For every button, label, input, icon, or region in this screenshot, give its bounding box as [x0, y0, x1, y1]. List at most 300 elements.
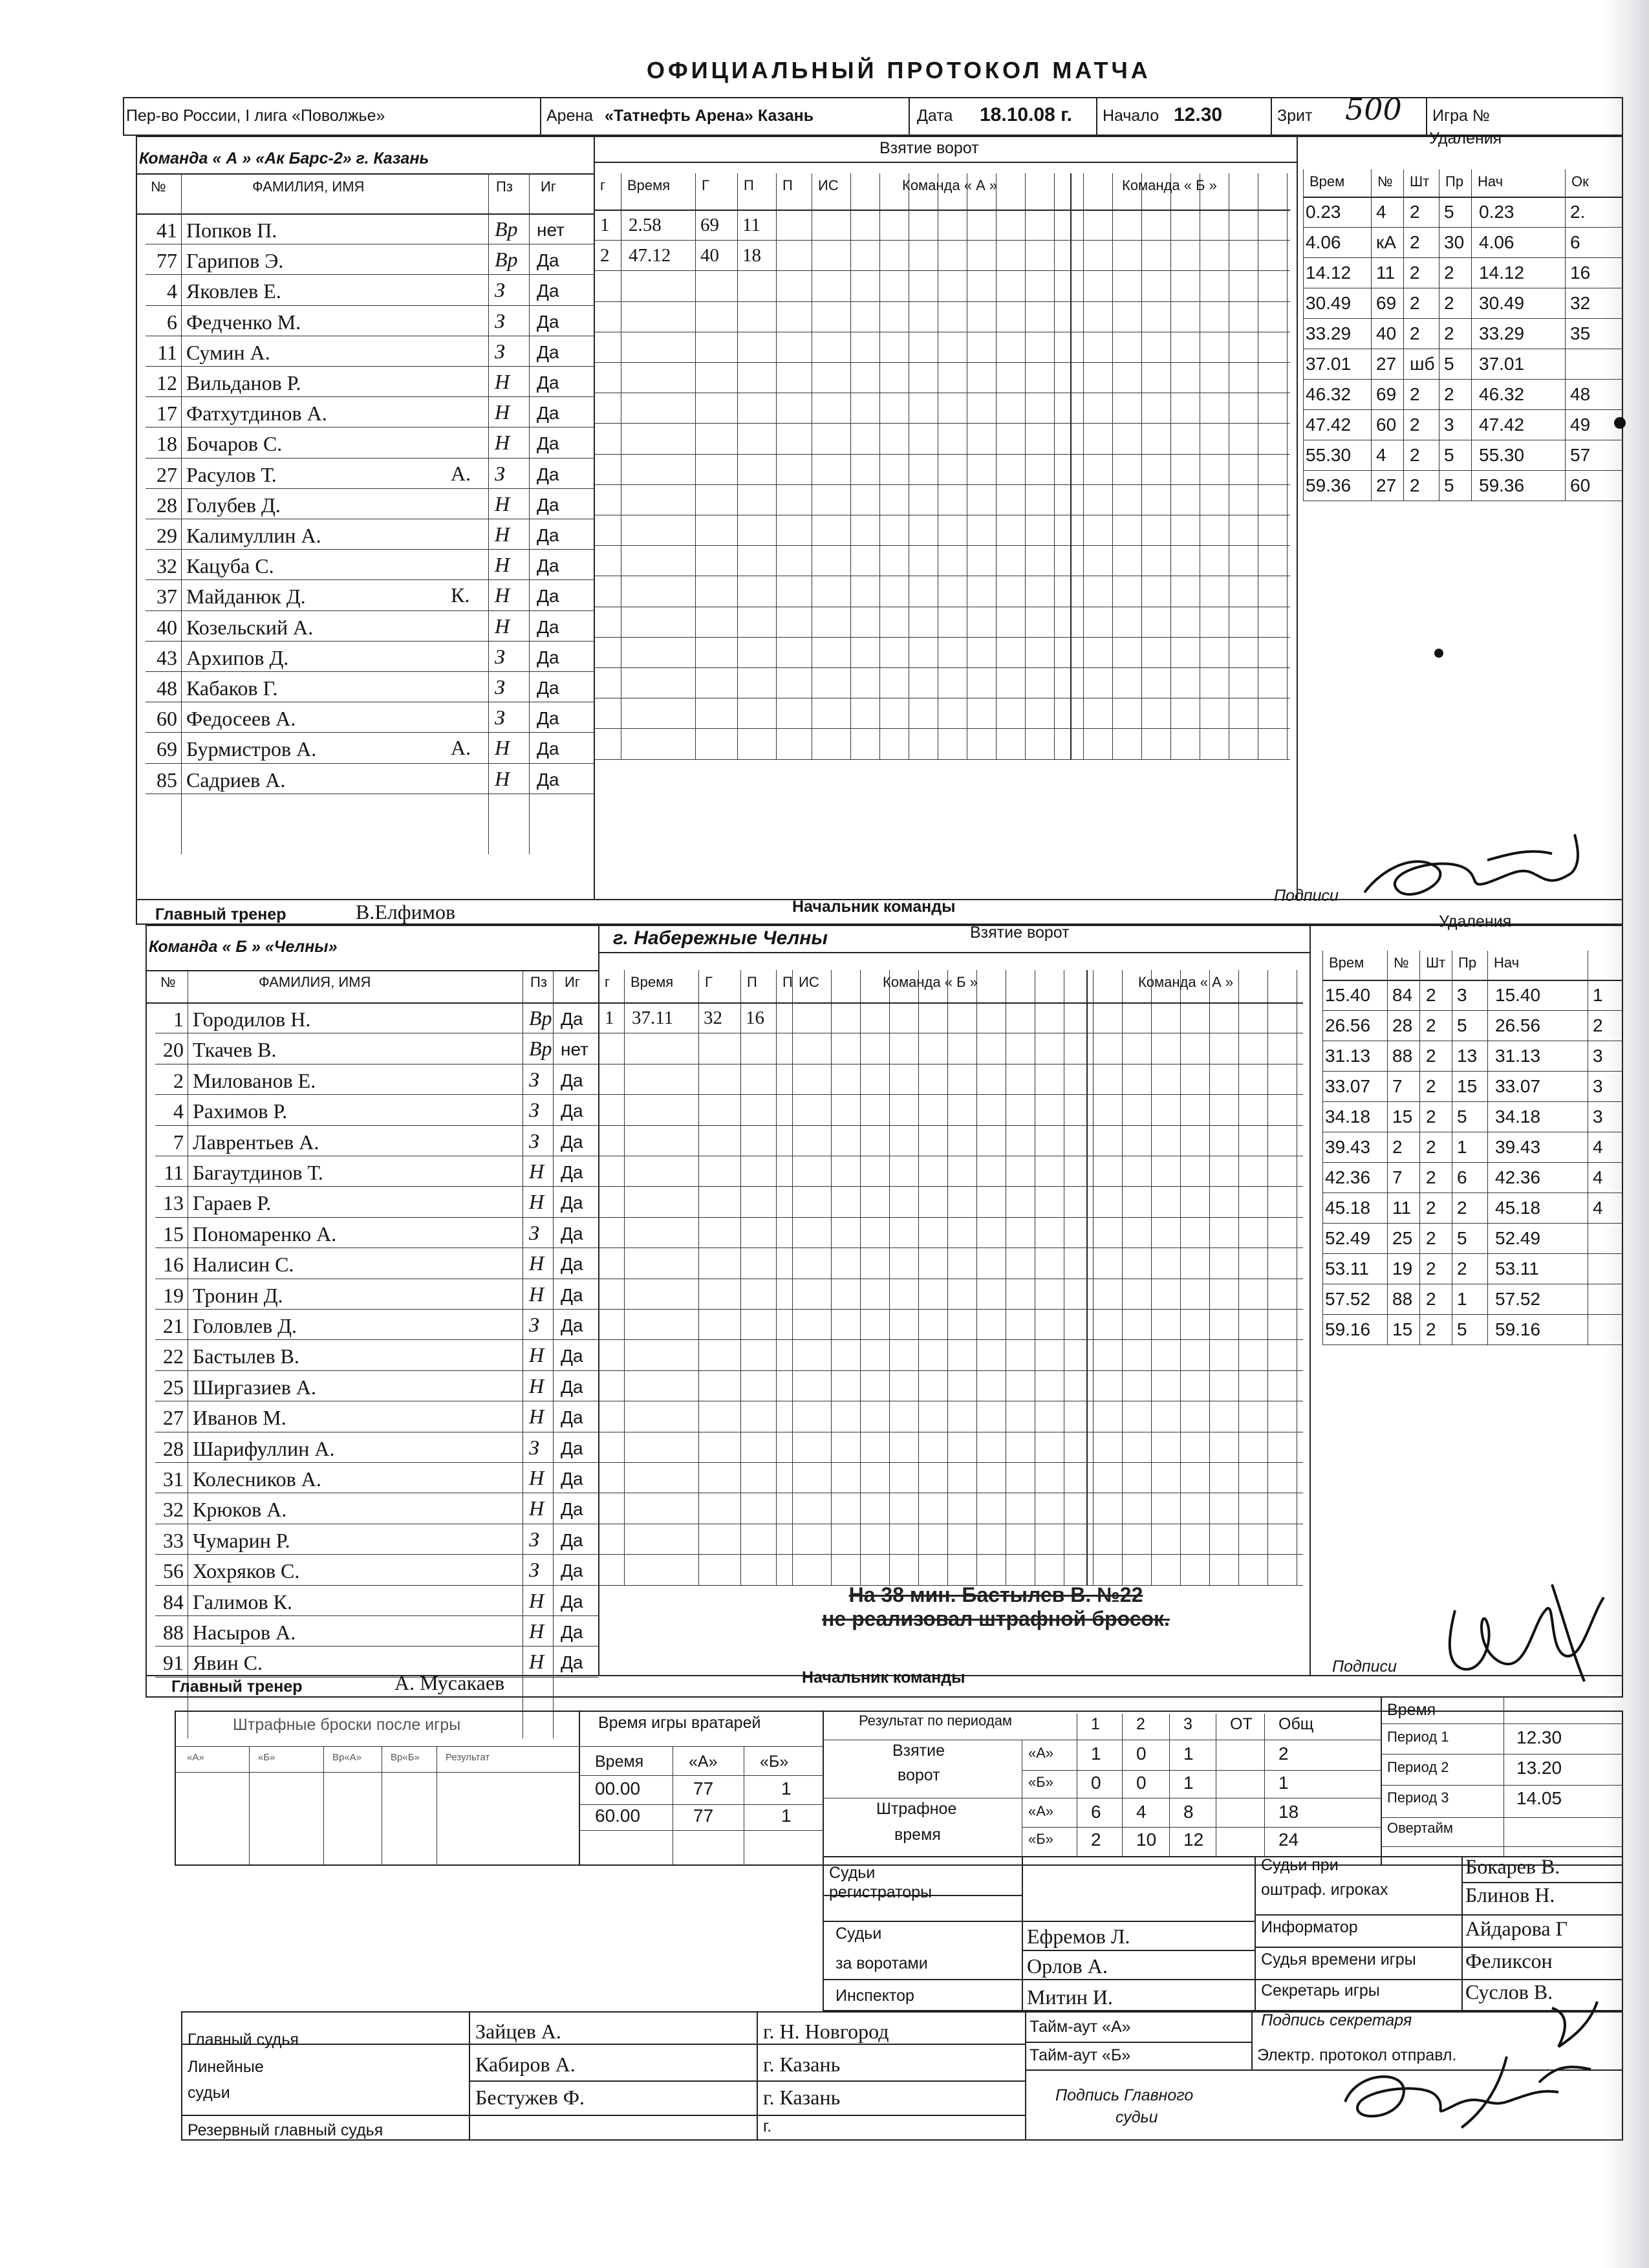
rule: [1381, 1846, 1623, 1847]
goal-scorer: 40: [700, 245, 719, 266]
rule: [155, 1370, 598, 1371]
penalty-player: 19: [1392, 1258, 1413, 1279]
player-played: нет: [561, 1039, 588, 1060]
penalty-time-label: Штрафное: [876, 1800, 957, 1818]
penalty-col-reason: Пр: [1445, 173, 1464, 189]
rule: [1287, 173, 1288, 759]
penalty-time: 34.18: [1325, 1107, 1371, 1127]
player-name: Пономаренко А.: [193, 1222, 337, 1246]
game-number-label: Игра №: [1432, 107, 1490, 125]
goal-col-number: г: [600, 177, 606, 193]
rule: [1381, 1785, 1623, 1786]
penalty-end: 4: [1593, 1137, 1603, 1157]
player-played: Да: [537, 647, 559, 667]
goalie-a: 77: [693, 1778, 714, 1798]
rule: [155, 1094, 598, 1095]
player-played: Да: [561, 1193, 583, 1213]
player-name: Тронин Д.: [193, 1283, 283, 1307]
penalty-reason: 5: [1444, 202, 1454, 222]
player-position: Н: [529, 1496, 544, 1520]
player-name: Насыров А.: [193, 1621, 296, 1644]
timekeeper-label: Судья времени игры: [1261, 1950, 1416, 1969]
player-number: 88: [163, 1621, 184, 1644]
rule: [579, 1746, 823, 1747]
team-a-goals-title: Взятие ворот: [879, 139, 979, 157]
player-name: Рахимов Р.: [193, 1099, 288, 1123]
rule: [598, 1309, 1303, 1310]
document-title: ОФИЦИАЛЬНЫЙ ПРОТОКОЛ МАТЧА: [647, 57, 1151, 83]
penalty-reason: 13: [1457, 1046, 1478, 1066]
rule: [594, 454, 1290, 455]
player-position: Н: [529, 1190, 544, 1214]
rule: [1322, 1253, 1623, 1254]
penalty-player: 25: [1392, 1228, 1413, 1248]
period-value: 1: [1183, 1744, 1194, 1764]
rule: [594, 240, 1290, 241]
player-position: Н: [529, 1619, 544, 1643]
rule: [1170, 173, 1171, 759]
rule: [146, 763, 594, 764]
rule: [175, 1746, 579, 1747]
goals-team-column-second: Команда « А »: [1138, 974, 1234, 990]
player-number: 21: [163, 1314, 184, 1337]
player-played: Да: [537, 769, 559, 790]
informer: Айдарова Г: [1465, 1917, 1568, 1940]
goal-time: 37.11: [632, 1008, 674, 1028]
player-position: Н: [495, 523, 510, 546]
rule: [594, 759, 1290, 760]
player-name: Федосеев А.: [186, 707, 296, 731]
rule: [737, 173, 738, 759]
penalty-time: 0.23: [1306, 202, 1341, 222]
player-number: 6: [167, 310, 177, 334]
player-position: Н: [495, 400, 510, 424]
player-role: К.: [451, 583, 470, 607]
shootout-title: Штрафные броски после игры: [233, 1716, 461, 1734]
rule: [1322, 1010, 1623, 1011]
goal-col-scorer: Г: [702, 177, 709, 193]
player-position: Н: [495, 491, 510, 515]
player-played: Да: [561, 1529, 583, 1550]
player-number: 56: [163, 1559, 184, 1583]
penalty-start: 42.36: [1495, 1167, 1541, 1187]
penalty-time: 59.36: [1306, 475, 1352, 495]
penalty-player: 27: [1376, 475, 1397, 495]
penalty-box-label-2: оштраф. игроках: [1261, 1881, 1388, 1899]
player-played: Да: [561, 1070, 583, 1090]
penalty-shot-note-line-1: На 38 мин. Бастылев В. №22: [848, 1583, 1143, 1606]
player-played: Да: [537, 464, 559, 484]
roster-col-position: Пз: [530, 974, 547, 990]
penalty-end: 35: [1570, 323, 1591, 343]
rule: [598, 1094, 1303, 1095]
player-position: Вр: [495, 217, 518, 241]
player-played: Да: [561, 1346, 583, 1366]
player-number: 33: [163, 1528, 184, 1552]
period-label: Период 1: [1387, 1729, 1449, 1745]
rule: [146, 458, 594, 459]
timeout-b: Тайм-аут «Б»: [1029, 2046, 1131, 2064]
penalty-start: 31.13: [1495, 1046, 1541, 1066]
goal-judge-1: Ефремов Л.: [1027, 1925, 1130, 1948]
penalty-box-label-1: Судьи при: [1261, 1856, 1339, 1874]
period-time: 13.20: [1516, 1758, 1562, 1778]
rule: [1054, 173, 1055, 759]
penalty-end: 1: [1593, 985, 1603, 1005]
rule: [1083, 173, 1084, 759]
player-played: Да: [537, 281, 559, 301]
player-number: 20: [163, 1038, 184, 1062]
penalty-start: 4.06: [1479, 232, 1514, 252]
rule: [1322, 1071, 1623, 1072]
rule: [1381, 1817, 1623, 1818]
penalty-col-number: №: [1377, 173, 1393, 189]
rule: [155, 1309, 598, 1310]
rule: [146, 610, 594, 611]
rule: [553, 970, 554, 1738]
penalty-player: 15: [1392, 1107, 1413, 1127]
player-name: Кабаков Г.: [186, 676, 278, 700]
penalty-player: 15: [1392, 1319, 1413, 1339]
penalty-reason: 5: [1444, 354, 1454, 374]
penalty-minutes: 2: [1426, 1046, 1436, 1066]
roster-col-number: №: [151, 178, 166, 195]
player-number: 7: [173, 1130, 184, 1154]
rule: [436, 1746, 437, 1866]
player-name: Шарифуллин А.: [193, 1436, 335, 1460]
player-played: Да: [537, 739, 559, 759]
player-name: Майданюк Д.: [186, 585, 306, 609]
penalty-reason: 2: [1444, 263, 1454, 283]
player-position: Вр: [529, 1037, 552, 1061]
penalty-end: 4: [1593, 1198, 1603, 1218]
player-number: 17: [156, 402, 177, 426]
penalty-col-number: №: [1394, 955, 1409, 971]
spectators: 500: [1345, 92, 1402, 127]
penalty-time: 59.16: [1325, 1319, 1371, 1339]
rule: [1264, 1714, 1265, 1856]
penalty-time: 14.12: [1306, 263, 1352, 283]
penalty-time: 45.18: [1325, 1198, 1371, 1218]
player-played: Да: [561, 1499, 583, 1520]
rule: [598, 1125, 1303, 1126]
penalty-minutes: 2: [1426, 1258, 1436, 1279]
penalty-minutes: 2: [1426, 1137, 1436, 1157]
referee-city: г. Н. Новгород: [763, 2020, 889, 2043]
player-name: Иванов М.: [193, 1406, 286, 1430]
player-number: 19: [163, 1283, 184, 1307]
rule: [598, 1217, 1303, 1218]
registrars-label-1: Судьи: [829, 1864, 876, 1882]
rule: [155, 1554, 598, 1555]
rule: [155, 1339, 598, 1340]
player-position: Н: [495, 583, 510, 607]
penalty-end: 6: [1570, 232, 1580, 252]
player-played: Да: [537, 525, 559, 545]
penalty-minutes: 2: [1426, 1198, 1436, 1218]
date: 18.10.08 г.: [980, 104, 1072, 125]
player-position: Н: [529, 1466, 544, 1489]
rule: [1471, 169, 1472, 501]
team-b-city: г. Набережные Челны: [613, 927, 828, 949]
penalty-col-start: Нач: [1478, 173, 1503, 189]
player-name: Багаутдинов Т.: [193, 1161, 323, 1184]
player-name: Бастылев В.: [193, 1345, 299, 1368]
team-a-signature-label: Подписи: [1274, 887, 1339, 905]
penalty-col-start: Нач: [1494, 955, 1520, 971]
rule: [155, 1186, 598, 1187]
rule: [146, 366, 594, 367]
player-name: Ткачев В.: [193, 1038, 277, 1062]
penalty-minutes: 2: [1410, 323, 1420, 343]
penalty-start: 34.18: [1495, 1107, 1541, 1127]
penalty-end: 3: [1593, 1046, 1603, 1066]
rule: [695, 173, 696, 759]
player-name: Бурмистров А.: [186, 737, 317, 761]
penalty-minutes: 2: [1410, 202, 1420, 222]
penalty-start: 39.43: [1495, 1137, 1541, 1157]
player-played: Да: [561, 1591, 583, 1612]
team-b-title: Команда « Б » «Челны»: [149, 938, 338, 956]
player-name: Расулов Т.: [186, 462, 277, 486]
player-position: Н: [529, 1251, 544, 1275]
roster-col-name: ФАМИЛИЯ, ИМЯ: [259, 974, 371, 990]
player-played: Да: [561, 1131, 583, 1152]
team-b-signature: [1436, 1571, 1630, 1688]
goalie-b: 1: [781, 1806, 792, 1826]
goals-team-column-first: Команда « Б »: [883, 974, 978, 990]
penalty-player: 7: [1392, 1167, 1403, 1187]
goalie-col: Время: [595, 1753, 644, 1771]
player-played: Да: [561, 1652, 583, 1673]
rule: [579, 1775, 823, 1776]
rule: [155, 1125, 598, 1126]
rule: [594, 362, 1290, 363]
player-position: Н: [495, 553, 510, 577]
penalty-reason: 2: [1444, 293, 1454, 313]
rule: [1303, 379, 1623, 380]
player-position: Н: [495, 766, 510, 790]
goalie-time: 00.00: [595, 1778, 641, 1798]
player-position: Вр: [529, 1006, 552, 1030]
player-played: Да: [537, 586, 559, 607]
goals-label: Взятие: [892, 1742, 945, 1760]
rule: [594, 301, 1290, 302]
player-played: Да: [537, 708, 559, 729]
secretary: Суслов В.: [1465, 1980, 1553, 2003]
penalty-player: 4: [1376, 445, 1386, 465]
player-name: Головлев Д.: [193, 1314, 297, 1337]
penalty-time: 26.56: [1325, 1015, 1371, 1035]
player-number: 32: [163, 1498, 184, 1522]
penalty-minutes: 2: [1426, 1076, 1436, 1096]
period-result-title: Результат по периодам: [859, 1712, 1013, 1729]
rule: [598, 1186, 1303, 1187]
goal-col-number: г: [605, 974, 610, 990]
rule: [1322, 1101, 1623, 1102]
player-name: Крюков А.: [193, 1498, 287, 1522]
rule: [1070, 173, 1072, 759]
rule: [155, 1462, 598, 1463]
team-b-goals-title: Взятие ворот: [970, 923, 1070, 942]
player-number: 84: [163, 1590, 184, 1614]
goalie-time: 60.00: [595, 1806, 641, 1826]
goal-col-time: Время: [630, 974, 674, 990]
rule: [579, 1830, 823, 1831]
arena-label: Арена: [546, 107, 594, 125]
linesman-2: Бестужев Ф.: [475, 2086, 585, 2109]
penalty-minutes: 2: [1410, 293, 1420, 313]
goal-col-assist-1: П: [744, 177, 754, 193]
period-value: 1: [1183, 1773, 1194, 1793]
player-name: Колесников А.: [193, 1467, 321, 1491]
player-number: 69: [156, 737, 177, 761]
period-col: Общ: [1278, 1715, 1314, 1733]
rule: [1303, 227, 1623, 228]
penalty-player: 11: [1392, 1198, 1412, 1218]
penalty-minutes: 2: [1410, 232, 1420, 252]
period-value: 0: [1136, 1744, 1147, 1764]
penalty-reason: 2: [1444, 323, 1454, 343]
player-played: Да: [561, 1101, 583, 1121]
penalty-minutes: 2: [1410, 475, 1420, 495]
penalty-col-minutes: Шт: [1410, 173, 1430, 189]
team-tag: «Б»: [1028, 1831, 1053, 1847]
rule: [155, 1247, 598, 1248]
player-position: Н: [529, 1374, 544, 1398]
penalty-time: 55.30: [1306, 445, 1352, 465]
penalty-start: 30.49: [1479, 293, 1525, 313]
penalty-time: 39.43: [1325, 1137, 1371, 1157]
player-name: Вильданов Р.: [186, 371, 301, 394]
player-played: Да: [561, 1223, 583, 1244]
penalty-start: 15.40: [1495, 985, 1541, 1005]
player-played: Да: [537, 433, 559, 454]
player-number: 11: [157, 340, 177, 364]
period-col: 1: [1091, 1715, 1100, 1733]
player-number: 40: [156, 615, 177, 639]
player-position: З: [529, 1558, 539, 1582]
rule: [1303, 409, 1623, 410]
penalty-end: 3: [1593, 1076, 1603, 1096]
player-position: Н: [529, 1160, 544, 1183]
rule: [146, 396, 594, 397]
team-tag: «А»: [1028, 1803, 1054, 1819]
player-number: 77: [156, 249, 177, 273]
inspector-label: Инспектор: [835, 1987, 914, 2005]
rule: [598, 1247, 1303, 1248]
rule: [181, 175, 182, 854]
rule: [594, 545, 1290, 546]
ink-dot: [1434, 649, 1443, 658]
player-played: Да: [561, 1622, 583, 1642]
penalty-end: 60: [1570, 475, 1591, 495]
date-label: Дата: [917, 107, 953, 125]
rule: [146, 488, 594, 489]
penalty-player: 40: [1376, 323, 1397, 343]
player-played: Да: [537, 556, 559, 576]
penalty-time: 15.40: [1325, 985, 1371, 1005]
player-number: 48: [156, 676, 177, 700]
rule: [146, 1002, 598, 1004]
period-value: 12: [1183, 1830, 1204, 1850]
player-played: Да: [537, 373, 559, 393]
goalie-a: 77: [693, 1806, 714, 1826]
penalty-start: 59.16: [1495, 1319, 1541, 1339]
arena: «Татнефть Арена» Казань: [605, 107, 814, 125]
penalty-reason: 3: [1444, 415, 1454, 435]
rule: [249, 1746, 250, 1866]
penalty-end: 4: [1593, 1167, 1603, 1187]
player-played: Да: [537, 403, 559, 424]
player-number: 2: [173, 1068, 184, 1092]
player-name: Садриев А.: [186, 768, 286, 792]
penalty-time: 33.07: [1325, 1076, 1371, 1096]
player-number: 18: [156, 432, 177, 456]
rule: [1303, 169, 1304, 501]
rule: [598, 1462, 1303, 1463]
player-position: З: [495, 339, 505, 363]
player-position: З: [495, 706, 505, 729]
goalie-col: «А»: [689, 1753, 718, 1771]
rule: [1303, 470, 1623, 471]
player-position: Н: [529, 1650, 544, 1674]
penalty-time: 30.49: [1306, 293, 1352, 313]
penalty-start: 37.01: [1479, 354, 1525, 374]
goal-assist-1: 16: [746, 1008, 764, 1028]
player-number: 1: [173, 1008, 184, 1031]
penalty-time: 57.52: [1325, 1289, 1371, 1309]
player-position: З: [529, 1313, 539, 1336]
rule: [598, 1339, 1303, 1340]
player-played: Да: [537, 341, 559, 362]
player-number: 4: [167, 279, 177, 303]
period-value: 2: [1091, 1830, 1101, 1850]
penalty-start: 33.07: [1495, 1076, 1541, 1096]
championship: Пер-во России, I лига «Поволжье»: [126, 107, 385, 125]
penalty-minutes: 2: [1426, 1167, 1436, 1187]
shootout-col: Вр«А»: [332, 1752, 362, 1763]
penalty-reason: 6: [1457, 1167, 1467, 1187]
player-position: З: [529, 1527, 539, 1551]
player-name: Городилов Н.: [193, 1008, 311, 1031]
rule: [1322, 1162, 1623, 1163]
penalty-col-minutes: Шт: [1426, 955, 1446, 971]
linesman-1-city: г. Казань: [763, 2053, 841, 2076]
penalty-end: 3: [1593, 1107, 1603, 1127]
penalty-start: 46.32: [1479, 384, 1525, 404]
penalty-col-time: Врем: [1310, 173, 1345, 189]
penalty-minutes: 2: [1410, 263, 1420, 283]
goal-judge-2: Орлов А.: [1027, 1954, 1108, 1978]
goal-col-time: Время: [627, 177, 671, 193]
goal-number: 1: [605, 1008, 614, 1028]
team-a-signature: [1358, 828, 1617, 918]
player-name: Налисин С.: [193, 1253, 294, 1277]
rule: [1169, 1714, 1170, 1856]
player-played: Да: [537, 494, 559, 515]
player-position: Н: [495, 370, 510, 393]
penalty-reason: 1: [1457, 1137, 1467, 1157]
goal-time: 47.12: [629, 245, 671, 266]
ink-dot: [1614, 417, 1626, 429]
player-played: Да: [561, 1254, 583, 1275]
period-value: 6: [1091, 1802, 1101, 1822]
goal-number: 1: [600, 215, 610, 235]
player-position: З: [529, 1067, 539, 1091]
player-name: Голубев Д.: [186, 493, 281, 517]
rule: [529, 175, 530, 854]
